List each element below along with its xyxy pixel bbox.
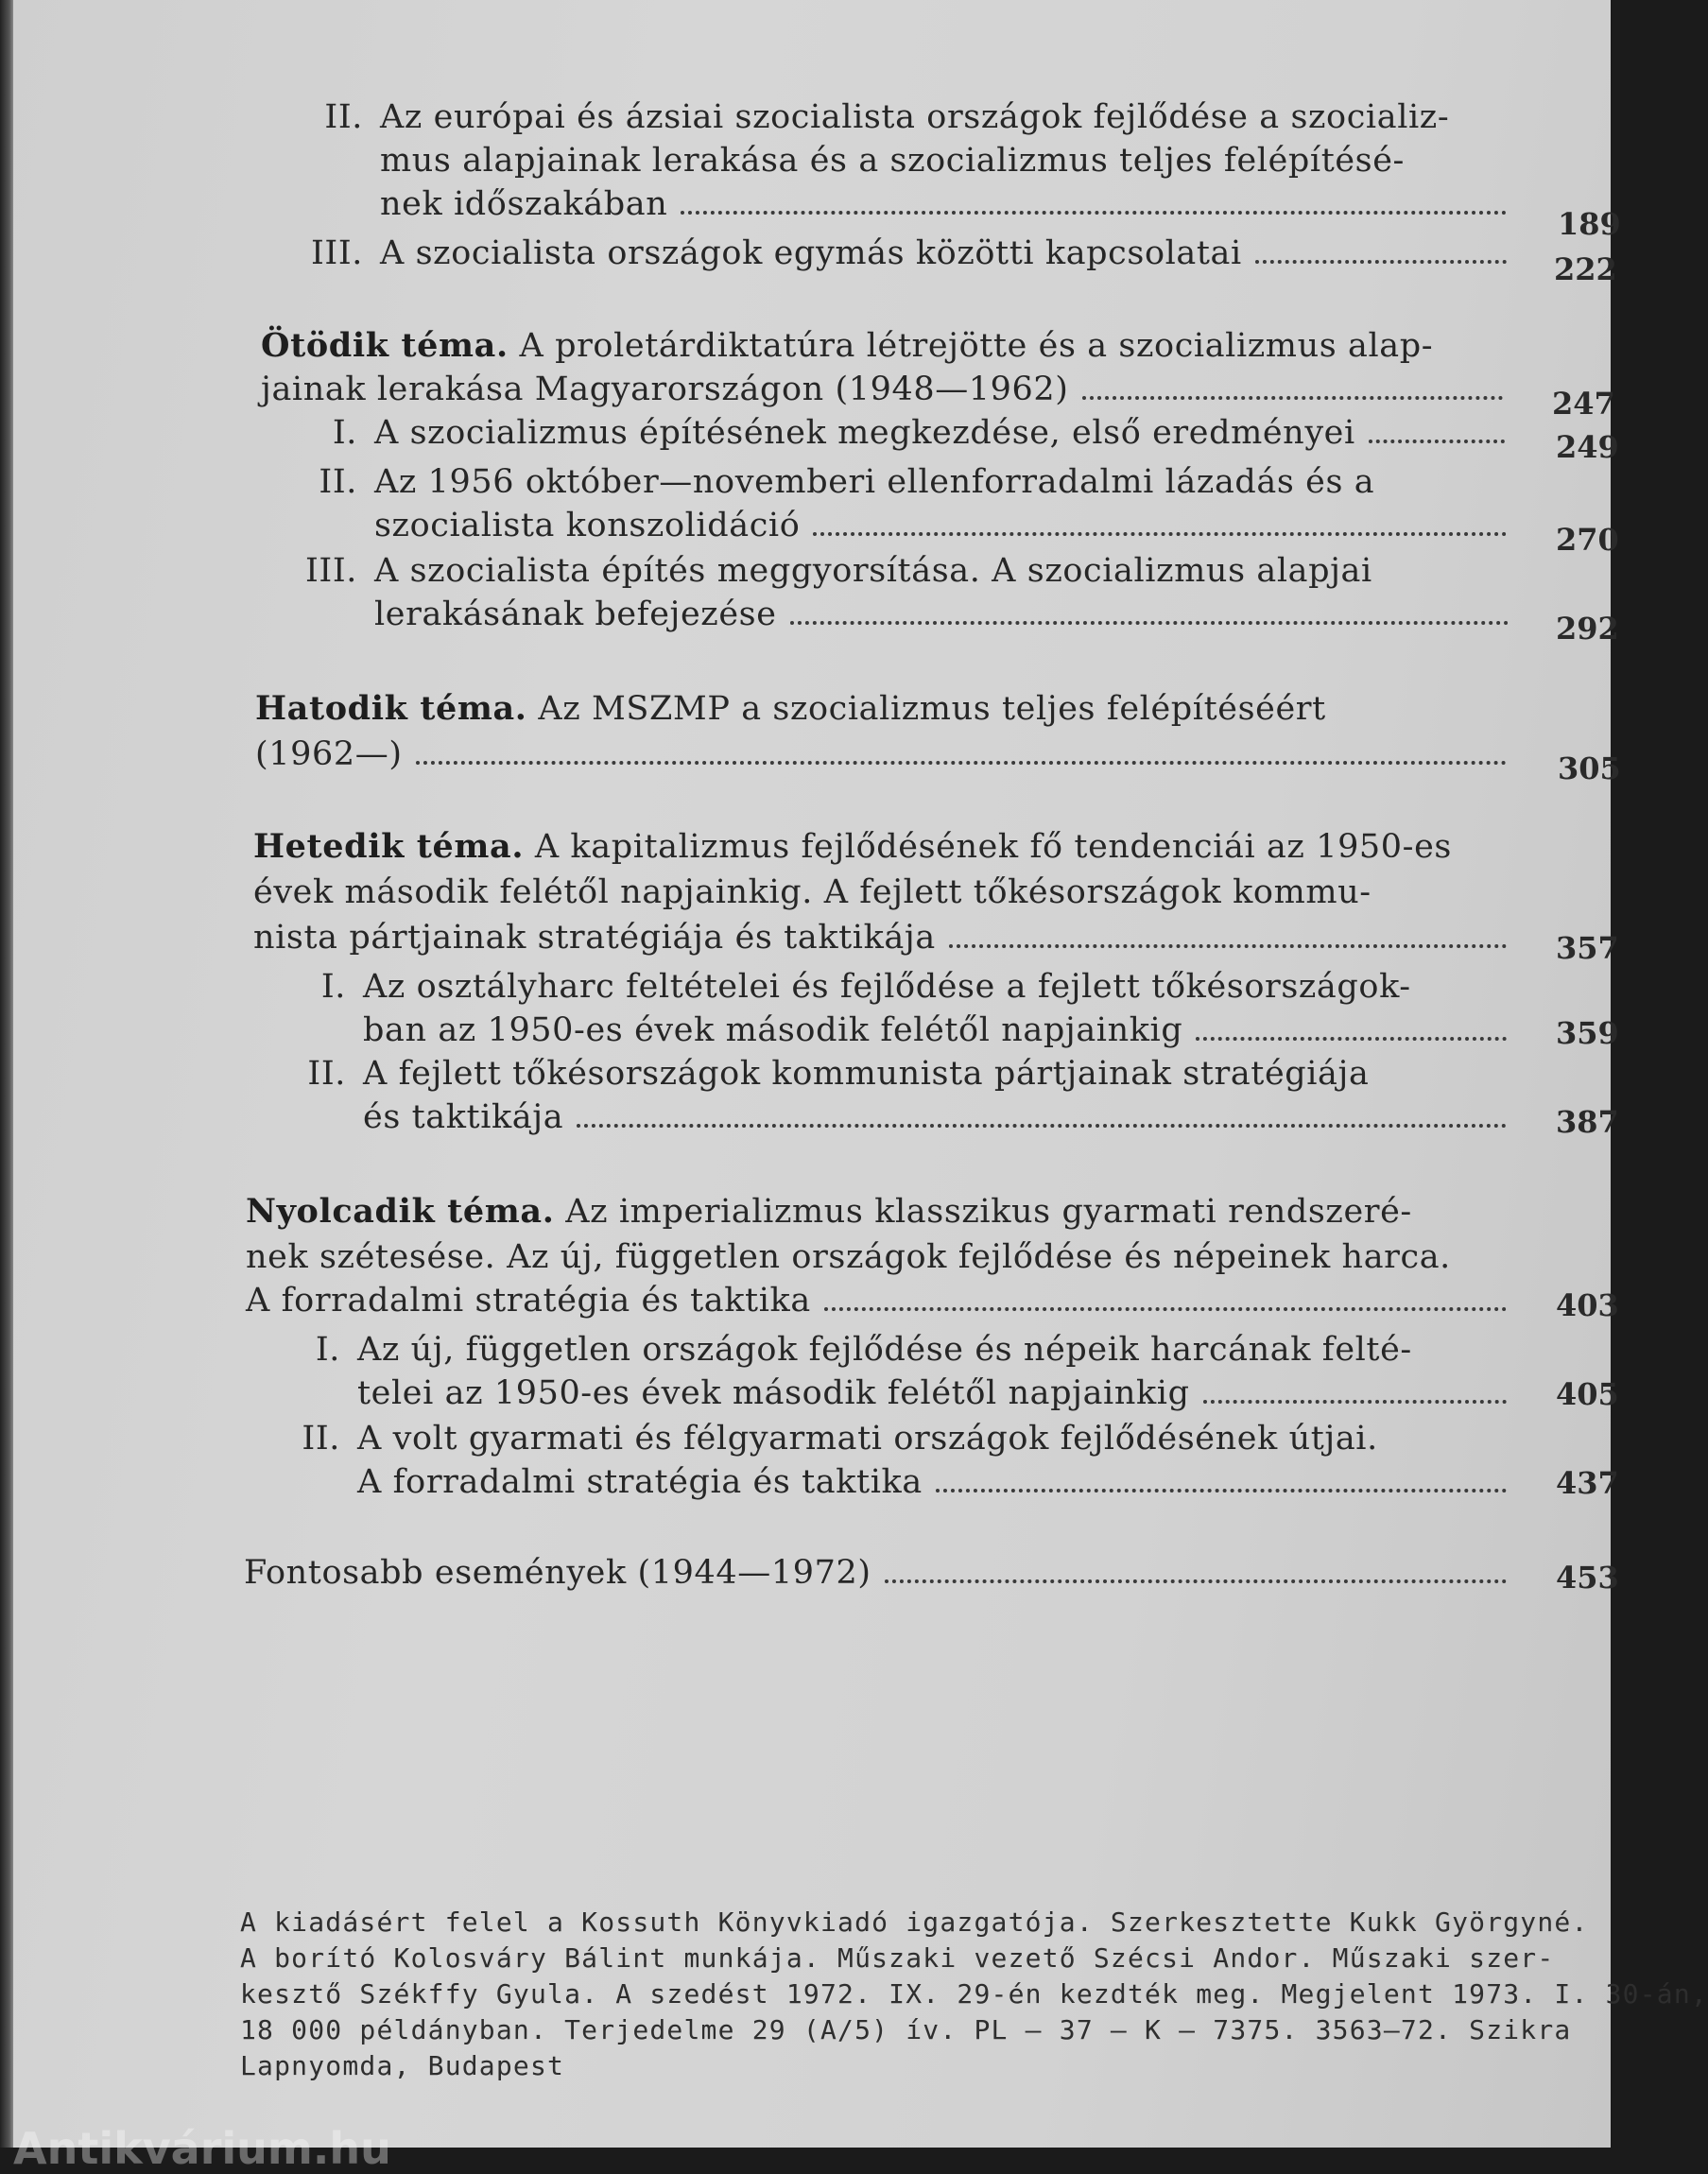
document-page — [13, 0, 1708, 2174]
toc-entry-line — [282, 1418, 1378, 1459]
toc-page-number: 405 — [1556, 1376, 1619, 1412]
topic-heading: Ötödik téma. — [261, 326, 509, 365]
toc-entry-text: A proletárdiktatúra létrejötte és a szocializmus alap- — [508, 327, 1434, 365]
dot-leader — [1255, 260, 1507, 264]
dot-leader — [1369, 440, 1505, 443]
toc-entry-line — [299, 550, 1372, 592]
watermark: Antikvárium.hu — [13, 2123, 391, 2174]
toc-entry-text: jainak lerakása Magyarországon (1948—1962) — [261, 371, 1069, 408]
toc-entry-line — [253, 826, 1452, 868]
toc-entry-number: III. — [310, 234, 363, 272]
toc-entry-text: évek második felétől napjainkig. A fejlett tőkésországok kommu- — [253, 873, 1372, 911]
toc-entry-text: Az európai és ázsiai szocialista országok fejlődése a szocializ- — [380, 98, 1450, 136]
toc-page-number: 270 — [1556, 522, 1619, 558]
toc-entry-text: A forradalmi stratégia és taktika — [357, 1463, 923, 1501]
dot-leader — [790, 621, 1509, 625]
toc-page-number: 249 — [1556, 429, 1619, 465]
toc-entry-number: I. — [315, 1331, 340, 1369]
toc-entry-line — [246, 1280, 1512, 1321]
colophon-line: kesztő Székffy Gyula. A szedést 1972. IX. 29-én kezdték meg. Megjelent 1973. I. 30-án, — [240, 1978, 1708, 2010]
dot-leader — [577, 1124, 1507, 1128]
dot-leader — [416, 761, 1507, 765]
toc-entry-text: Az osztályharc feltételei és fejlődése a fejlett tőkésországok- — [363, 968, 1411, 1006]
toc-entry-line — [244, 1552, 1512, 1594]
toc-page-number: 453 — [1556, 1560, 1619, 1596]
toc-page-number: 189 — [1558, 206, 1621, 242]
toc-entry-text: szocialista konszolidáció — [374, 507, 801, 544]
toc-entry-number: II. — [307, 1055, 346, 1093]
toc-entry-text: A forradalmi stratégia és taktika — [246, 1282, 811, 1320]
toc-page-number: 292 — [1556, 611, 1619, 647]
toc-entry-line — [287, 966, 1411, 1008]
toc-entry-text: nek szétesése. Az új, független országok fejlődése és népeinek harca. — [246, 1238, 1451, 1276]
toc-entry-text: A kapitalizmus fejlődésének fő tendenciái az 1950-es — [524, 828, 1452, 866]
topic-heading: Hetedik téma. — [253, 827, 525, 866]
toc-page-number: 247 — [1552, 386, 1615, 422]
toc-entry-line — [363, 1009, 1512, 1051]
toc-entry-line — [255, 688, 1326, 730]
toc-entry-text: nista pártjainak stratégiája és taktikája — [253, 919, 936, 957]
toc-entry-text: A volt gyarmati és félgyarmati országok fejlődésének útjai. — [357, 1420, 1378, 1458]
toc-entry-line — [374, 505, 1512, 546]
toc-entry-number: II. — [324, 98, 363, 136]
topic-heading: Nyolcadik téma. — [246, 1192, 555, 1231]
toc-entry-text: mus alapjainak lerakása és a szocializmus teljes felépítésé- — [380, 142, 1405, 180]
toc-entry-text: ban az 1950-es évek második felétől napjainkig — [363, 1011, 1183, 1049]
toc-entry-line — [282, 1329, 1412, 1371]
colophon-line: Lapnyomda, Budapest — [240, 2050, 565, 2081]
toc-entry-line — [253, 871, 1372, 913]
toc-entry-text: A fejlett tőkésországok kommunista pártjainak stratégiája — [363, 1055, 1370, 1093]
dot-leader — [949, 944, 1507, 948]
dot-leader — [813, 532, 1507, 536]
colophon-line: A borító Kolosváry Bálint munkája. Műszaki vezető Szécsi Andor. Műszaki szer- — [240, 1942, 1555, 1974]
toc-entry-number: I. — [320, 968, 346, 1006]
toc-entry-text: Az imperializmus klasszikus gyarmati rendszeré- — [554, 1193, 1412, 1231]
dot-leader — [1082, 396, 1503, 400]
toc-entry-line — [304, 233, 1512, 274]
toc-entry-text: A szocialista építés meggyorsítása. A szocializmus alapjai — [374, 552, 1372, 590]
toc-entry-line — [253, 917, 1512, 958]
dot-leader — [1203, 1400, 1507, 1404]
toc-entry-text: A szocialista országok egymás közötti kapcsolatai — [380, 234, 1242, 272]
toc-entry-text: (1962—) — [255, 735, 403, 773]
toc-entry-text: A szocializmus építésének megkezdése, első eredményei — [374, 414, 1355, 452]
toc-entry-line — [246, 1191, 1412, 1233]
dot-leader — [885, 1579, 1507, 1583]
toc-entry-line — [261, 369, 1509, 410]
toc-entry-line — [299, 461, 1374, 503]
book-gutter-shadow — [0, 0, 13, 2148]
toc-entry-number: II. — [319, 463, 357, 501]
toc-entry-text: Az új, független országok fejlődése és népeik harcának felté- — [357, 1331, 1412, 1369]
toc-entry-line — [246, 1236, 1451, 1278]
toc-entry-text: nek időszakában — [380, 185, 668, 223]
toc-entry-line — [357, 1372, 1512, 1414]
toc-entry-number: III. — [304, 552, 357, 590]
toc-page-number: 222 — [1554, 251, 1617, 287]
toc-entry-line — [374, 594, 1514, 635]
toc-entry-text: lerakásának befejezése — [374, 595, 777, 633]
colophon-line: A kiadásért felel a Kossuth Könyvkiadó igazgatója. Szerkesztette Kukk Györgyné. — [240, 1907, 1589, 1938]
toc-entry-line — [287, 1053, 1369, 1095]
dot-leader — [936, 1489, 1507, 1492]
colophon — [240, 1905, 1708, 2084]
toc-entry-line — [304, 96, 1514, 138]
toc-page-number: 437 — [1556, 1465, 1619, 1501]
dot-leader — [1196, 1037, 1507, 1041]
toc-entry-text: és taktikája — [363, 1098, 564, 1136]
toc-entry-line — [261, 325, 1433, 367]
toc-entry-line — [380, 140, 1405, 181]
toc-entry-number: I. — [332, 414, 357, 452]
dot-leader — [824, 1307, 1507, 1311]
topic-heading: Hatodik téma. — [255, 689, 527, 728]
colophon-line: 18 000 példányban. Terjedelme 29 (A/5) ív. PL — 37 — K — 7375. 3563—72. Szikra — [240, 2014, 1572, 2045]
dot-leader — [681, 211, 1507, 215]
toc-entry-text: Fontosabb események (1944—1972) — [244, 1554, 871, 1592]
toc-page-number: 357 — [1556, 930, 1619, 966]
toc-page-number: 305 — [1558, 751, 1621, 786]
toc-entry-text: Az MSZMP a szocializmus teljes felépítéséért — [526, 690, 1326, 728]
toc-entry-line — [357, 1461, 1512, 1503]
toc-page-number: 387 — [1556, 1104, 1619, 1140]
toc-entry-line — [255, 733, 1512, 775]
toc-entry-line — [299, 412, 1510, 454]
toc-entry-line — [380, 183, 1512, 225]
toc-page-number: 403 — [1556, 1287, 1619, 1323]
toc-entry-number: II. — [302, 1420, 340, 1458]
toc-entry-text: telei az 1950-es évek második felétől napjainkig — [357, 1374, 1190, 1412]
toc-entry-line — [363, 1096, 1512, 1138]
toc-entry-text: Az 1956 október—novemberi ellenforradalmi lázadás és a — [374, 463, 1375, 501]
table-of-contents — [13, 0, 1621, 1664]
toc-page-number: 359 — [1556, 1015, 1619, 1051]
